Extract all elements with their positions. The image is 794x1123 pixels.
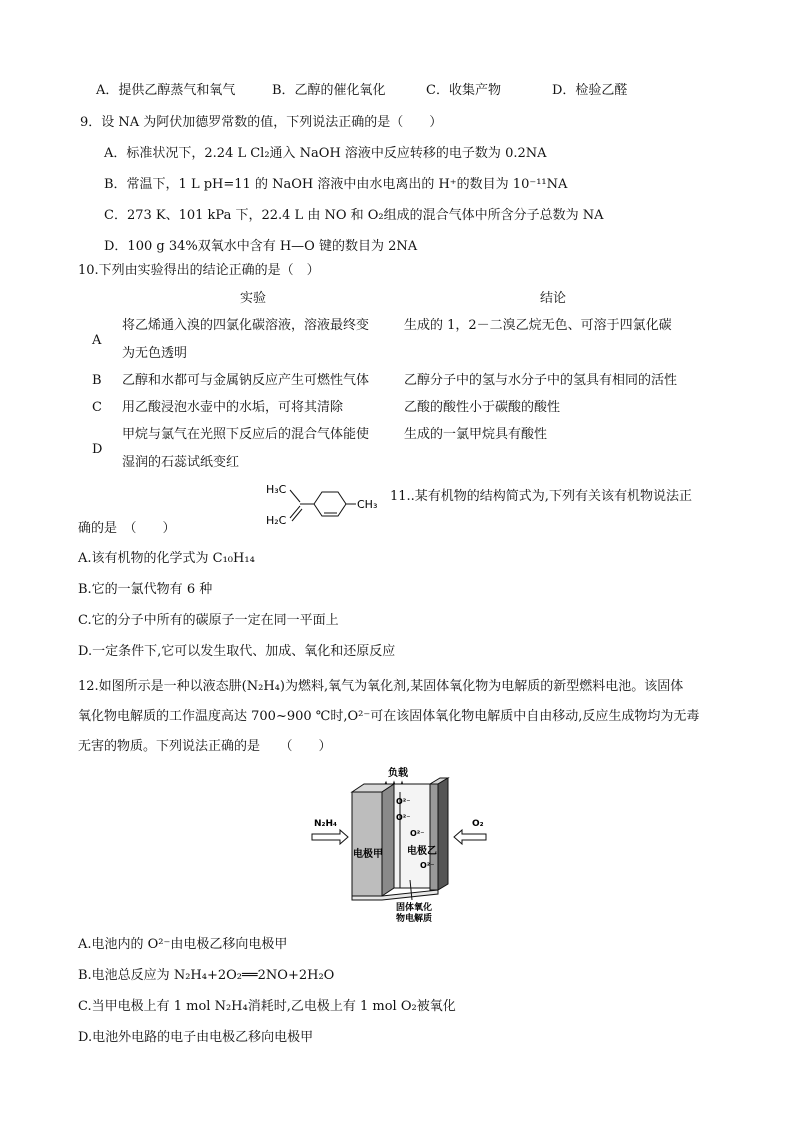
q8-option-b: B．乙醇的催化氧化 — [272, 83, 386, 98]
electrolyte-label-1: 固体氧化 — [396, 903, 433, 913]
q10-row-a-experiment-cont: 为无色透明 — [122, 346, 188, 361]
struct-h3c-label: H₃C — [266, 483, 287, 496]
electrode-b-label: 电极乙 — [407, 846, 437, 857]
q12-option-b: B.电池总反应为 N₂H₄+2O₂══2NO+2H₂O — [78, 968, 335, 983]
q10-row-d-experiment: 甲烷与氯气在光照下反应后的混合气体能使 — [122, 427, 370, 442]
q12-option-a: A.电池内的 O²⁻由电极乙移向电极甲 — [78, 937, 288, 952]
ion-o2-4: O²⁻ — [420, 861, 435, 870]
ion-o2-2: O²⁻ — [396, 813, 411, 822]
struct-h2c-label: H₂C — [266, 514, 287, 527]
q10-row-c-label: C — [92, 400, 102, 415]
ion-o2-1: O²⁻ — [396, 797, 411, 806]
q9-option-d: D．100 g 34%双氧水中含有 H—O 键的数目为 2NA — [104, 239, 418, 254]
q12-option-c: C.当甲电极上有 1 mol N₂H₄消耗时,乙电极上有 1 mol O₂被氧化 — [78, 999, 456, 1014]
q12-stem-line3: 无害的物质。下列说法正确的是 （ ） — [78, 739, 332, 754]
q10-row-a-label: A — [92, 333, 102, 348]
load-label: 负载 — [388, 768, 408, 779]
q11-option-a: A.该有机物的化学式为 C₁₀H₁₄ — [78, 551, 255, 566]
q11-option-d: D.一定条件下,它可以发生取代、加成、氧化和还原反应 — [78, 644, 396, 659]
q11-stem-part1: 11..某有机物的结构简式为,下列有关该有机物说法正 — [390, 489, 692, 504]
q10-row-d-label: D — [92, 442, 103, 457]
q10-row-a-conclusion: 生成的 1，2－二溴乙烷无色、可溶于四氯化碳 — [404, 318, 672, 333]
q9-option-a: A．标准状况下，2.24 L Cl₂通入 NaOH 溶液中反应转移的电子数为 0.2NA — [104, 146, 547, 161]
q10-row-c-conclusion: 乙酸的酸性小于碳酸的酸性 — [404, 400, 561, 415]
o2-label: O₂ — [472, 819, 484, 829]
q10-row-c-experiment: 用乙酸浸泡水壶中的水垢，可将其清除 — [122, 400, 344, 415]
q10-row-d-conclusion: 生成的一氯甲烷具有酸性 — [404, 427, 548, 442]
q12-option-d: D.电池外电路的电子由电极乙移向电极甲 — [78, 1030, 314, 1045]
q11-option-b: B.它的一氯代物有 6 种 — [78, 582, 213, 597]
n2h4-label: N₂H₄ — [314, 819, 337, 829]
q11-option-c: C.它的分子中所有的碳原子一定在同一平面上 — [78, 613, 339, 628]
q9-stem: 9．设 NA 为阿伏加德罗常数的值，下列说法正确的是（ ） — [80, 115, 443, 130]
q10-header-experiment: 实验 — [240, 291, 267, 306]
q10-row-b-label: B — [92, 373, 102, 388]
q9-option-c: C．273 K、101 kPa 下，22.4 L 由 NO 和 O₂组成的混合气体中所含分子总数为 NA — [104, 208, 604, 223]
fuel-cell-diagram — [300, 762, 500, 924]
q10-stem: 10.下列由实验得出的结论正确的是（ ） — [78, 263, 320, 278]
q9-option-b: B．常温下，1 L pH=11 的 NaOH 溶液中由水电离出的 H⁺的数目为 10⁻¹¹NA — [104, 177, 568, 192]
struct-ch3-label: CH₃ — [357, 498, 378, 511]
q10-header-conclusion: 结论 — [540, 291, 567, 306]
q8-option-d: D．检验乙醛 — [552, 83, 628, 98]
q10-row-a-experiment: 将乙烯通入溴的四氯化碳溶液，溶液最终变 — [122, 318, 370, 333]
q12-stem-line2: 氧化物电解质的工作温度高达 700~900 ℃时,O²⁻可在该固体氧化物电解质中自由移动,反应生成物均为无毒 — [78, 709, 700, 724]
ion-o2-3: O²⁻ — [410, 829, 425, 838]
electrode-a-label: 电极甲 — [353, 849, 383, 860]
q10-row-b-experiment: 乙醇和水都可与金属钠反应产生可燃性气体 — [122, 373, 370, 388]
q11-structure-diagram — [262, 478, 382, 530]
q8-option-c: C．收集产物 — [426, 83, 501, 98]
q12-stem-line1: 12.如图所示是一种以液态肼(N₂H₄)为燃料,氧气为氧化剂,某固体氧化物为电解质的新型燃料电池。该固体 — [78, 679, 684, 694]
q11-stem-part2: 确的是 （ ） — [78, 521, 176, 536]
q10-row-d-experiment-cont: 湿润的石蕊试纸变红 — [122, 455, 240, 470]
electrolyte-label-2: 物电解质 — [396, 914, 433, 924]
q8-option-a: A．提供乙醇蒸气和氧气 — [96, 83, 236, 98]
q10-row-b-conclusion: 乙醇分子中的氢与水分子中的氢具有相同的活性 — [404, 373, 678, 388]
